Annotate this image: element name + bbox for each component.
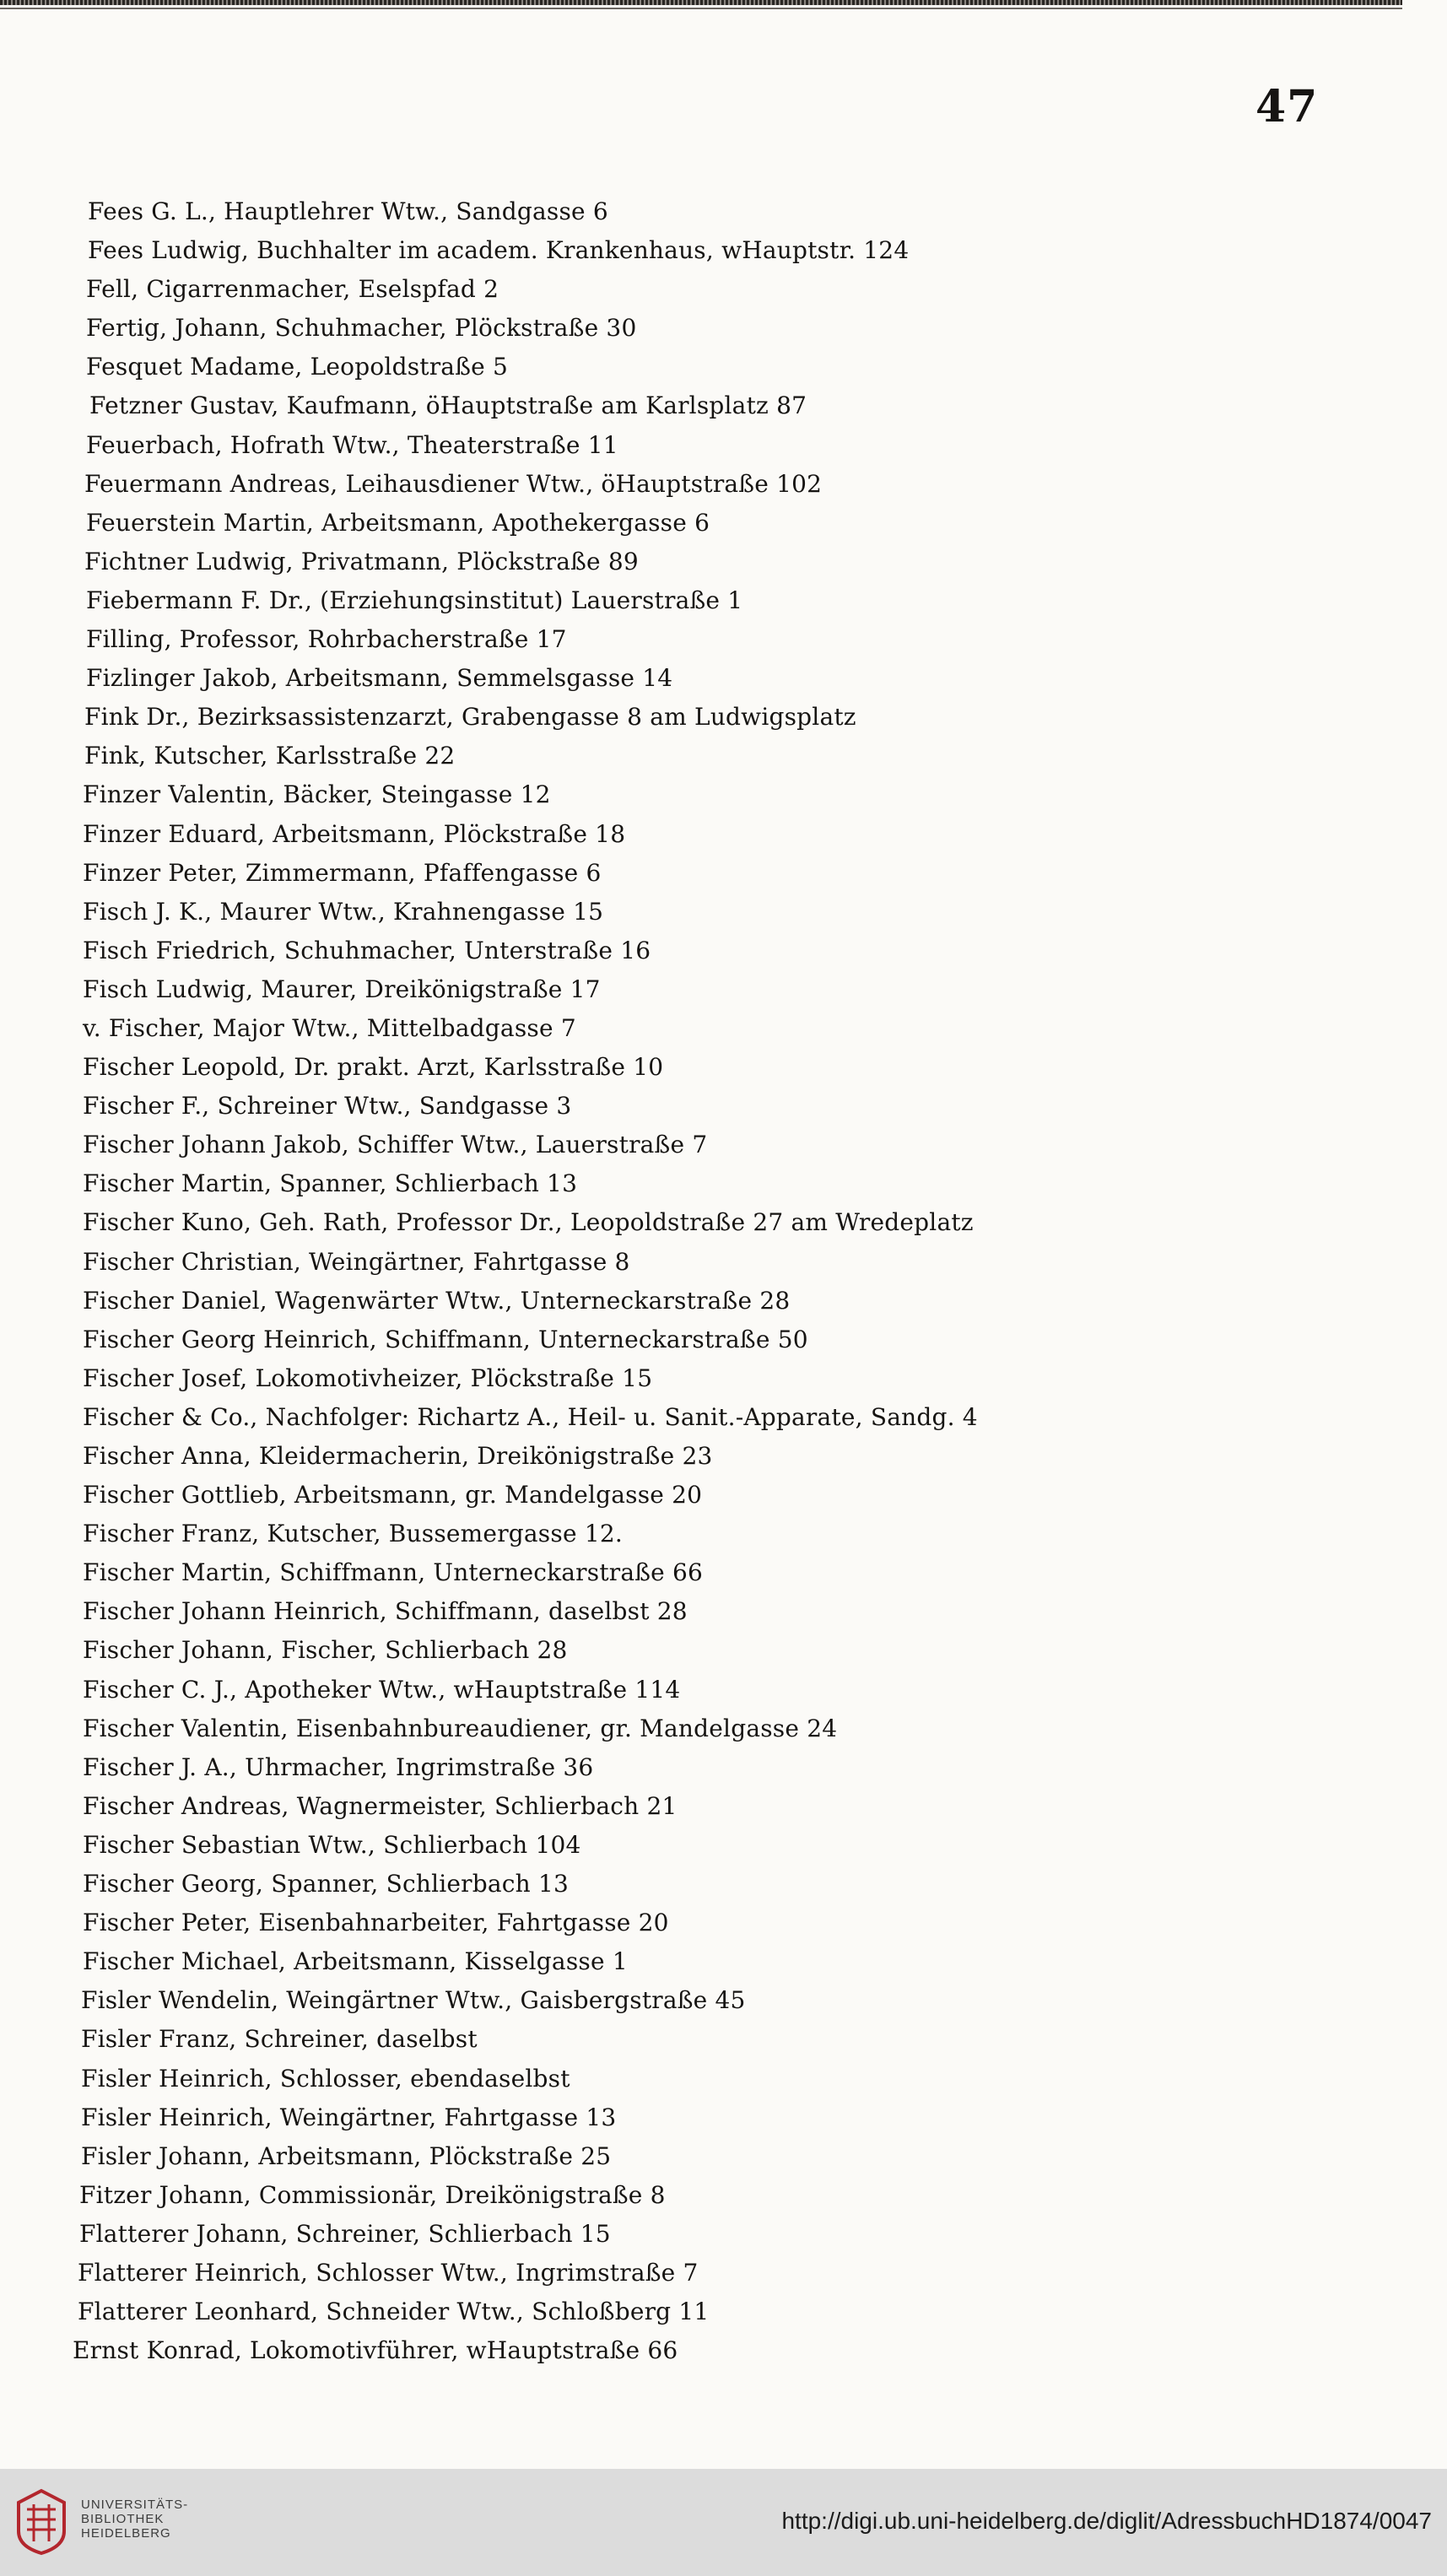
directory-entry: Finzer Eduard, Arbeitsmann, Plöckstraße 18 [83,819,626,848]
directory-entry: Fischer Franz, Kutscher, Bussemergasse 12. [83,1520,623,1548]
directory-entry: Fizlinger Jakob, Arbeitsmann, Semmelsgasse 14 [86,664,673,693]
directory-entry: Fischer Sebastian Wtw., Schlierbach 104 [83,1830,581,1859]
directory-entry: Fischer Kuno, Geh. Rath, Professor Dr., Leopoldstraße 27 am Wredeplatz [83,1208,974,1237]
directory-entry: Feuerstein Martin, Arbeitsmann, Apothekergasse 6 [86,508,710,537]
top-border-thin-rule [0,8,1402,9]
directory-entry: Fisler Wendelin, Weingärtner Wtw., Gaisbergstraße 45 [81,1986,746,2015]
directory-entry: Fisler Heinrich, Schlosser, ebendaselbst [81,2064,570,2093]
directory-entry: Fischer Georg, Spanner, Schlierbach 13 [83,1870,569,1898]
directory-entry: Filling, Professor, Rohrbacherstraße 17 [86,625,567,654]
source-url-link[interactable]: http://digi.ub.uni-heidelberg.de/diglit/AdressbuchHD1874/0047 [781,2508,1432,2534]
directory-entry: Fiebermann F. Dr., (Erziehungsinstitut) Lauerstraße 1 [86,586,743,614]
directory-entry: Fertig, Johann, Schuhmacher, Plöckstraße 30 [86,314,637,343]
university-library-logo-icon [15,2487,67,2557]
directory-entry: Flatterer Johann, Schreiner, Schlierbach 15 [79,2219,611,2248]
directory-entry: Fischer Martin, Schiffmann, Unterneckarstraße 66 [83,1558,704,1587]
institution-name-line: BIBLIOTHEK [81,2512,165,2526]
directory-entry: Fischer Georg Heinrich, Schiffmann, Unterneckarstraße 50 [83,1325,808,1353]
directory-entry: Fischer Johann Heinrich, Schiffmann, daselbst 28 [83,1597,688,1626]
directory-entry: Fischer & Co., Nachfolger: Richartz A., Heil- u. Sanit.-Apparate, Sandg. 4 [83,1402,978,1431]
directory-entry: Finzer Peter, Zimmermann, Pfaffengasse 6 [83,858,602,887]
directory-entry: Fischer Peter, Eisenbahnarbeiter, Fahrtgasse 20 [83,1909,669,1937]
directory-entry: Feuerbach, Hofrath Wtw., Theaterstraße 11 [86,430,618,459]
directory-entry: Fees G. L., Hauptlehrer Wtw., Sandgasse 6 [88,197,608,225]
directory-entry: Flatterer Leonhard, Schneider Wtw., Schloßberg 11 [78,2298,710,2326]
directory-entry: Fisch Ludwig, Maurer, Dreikönigstraße 17 [83,975,601,1003]
directory-entry: Fischer Andreas, Wagnermeister, Schlierbach 21 [83,1791,678,1820]
directory-entry: Feuermann Andreas, Leihausdiener Wtw., öHauptstraße 102 [84,469,823,498]
directory-entry: Fischer Valentin, Eisenbahnbureaudiener, gr. Mandelgasse 24 [83,1714,838,1742]
directory-entry: Fink, Kutscher, Karlsstraße 22 [84,742,456,770]
directory-entry: Fell, Cigarrenmacher, Eselspfad 2 [86,275,499,304]
directory-entry: Fischer Christian, Weingärtner, Fahrtgasse 8 [83,1247,630,1276]
directory-entry: Fischer Martin, Spanner, Schlierbach 13 [83,1169,578,1198]
directory-entry: Fitzer Johann, Commissionär, Dreikönigstraße 8 [79,2180,666,2209]
directory-entry: Fisler Heinrich, Weingärtner, Fahrtgasse 13 [81,2103,617,2131]
directory-entries [0,192,1447,2370]
directory-entry: Fischer Anna, Kleidermacherin, Dreikönigstraße 23 [83,1442,713,1470]
directory-entry: Flatterer Heinrich, Schlosser Wtw., Ingrimstraße 7 [78,2258,699,2287]
directory-entry: Fink Dr., Bezirksassistenzarzt, Grabengasse 8 am Ludwigsplatz [84,703,856,732]
directory-entry: Finzer Valentin, Bäcker, Steingasse 12 [83,780,551,809]
directory-entry: Fischer Johann, Fischer, Schlierbach 28 [83,1636,568,1665]
directory-entry: Fisch Friedrich, Schuhmacher, Unterstraße 16 [83,936,651,964]
directory-entry: Fisler Johann, Arbeitsmann, Plöckstraße 25 [81,2141,612,2170]
directory-entry: Fischer F., Schreiner Wtw., Sandgasse 3 [83,1092,572,1121]
directory-entry: Fisch J. K., Maurer Wtw., Krahnengasse 15 [83,897,604,926]
institution-name-line: UNIVERSITÄTS- [81,2498,189,2512]
directory-entry: Fisler Franz, Schreiner, daselbst [81,2025,478,2054]
page-number: 47 [1255,81,1319,132]
directory-entry: Fees Ludwig, Buchhalter im academ. Krankenhaus, wHauptstr. 124 [88,236,910,265]
directory-entry: Fesquet Madame, Leopoldstraße 5 [86,353,508,381]
top-border-rule [0,0,1402,5]
institution-name-line: HEIDELBERG [81,2526,171,2541]
directory-entry: Fischer Josef, Lokomotivheizer, Plöckstraße 15 [83,1364,653,1392]
directory-entry: Fichtner Ludwig, Privatmann, Plöckstraße 89 [84,547,639,575]
directory-entry: Ernst Konrad, Lokomotivführer, wHauptstraße 66 [73,2336,678,2365]
directory-entry: Fischer C. J., Apotheker Wtw., wHauptstraße 114 [83,1675,681,1704]
directory-entry: v. Fischer, Major Wtw., Mittelbadgasse 7 [83,1013,576,1042]
directory-entry: Fetzner Gustav, Kaufmann, öHauptstraße am Karlsplatz 87 [89,392,807,420]
directory-entry: Fischer J. A., Uhrmacher, Ingrimstraße 36 [83,1752,594,1781]
directory-entry: Fischer Gottlieb, Arbeitsmann, gr. Mandelgasse 20 [83,1481,703,1509]
directory-entry: Fischer Johann Jakob, Schiffer Wtw., Lauerstraße 7 [83,1131,708,1159]
footer-bar [0,2469,1447,2576]
directory-entry: Fischer Daniel, Wagenwärter Wtw., Unterneckarstraße 28 [83,1286,791,1315]
directory-entry: Fischer Michael, Arbeitsmann, Kisselgasse 1 [83,1947,628,1976]
directory-entry: Fischer Leopold, Dr. prakt. Arzt, Karlsstraße 10 [83,1053,664,1082]
institution-name [81,2498,188,2541]
